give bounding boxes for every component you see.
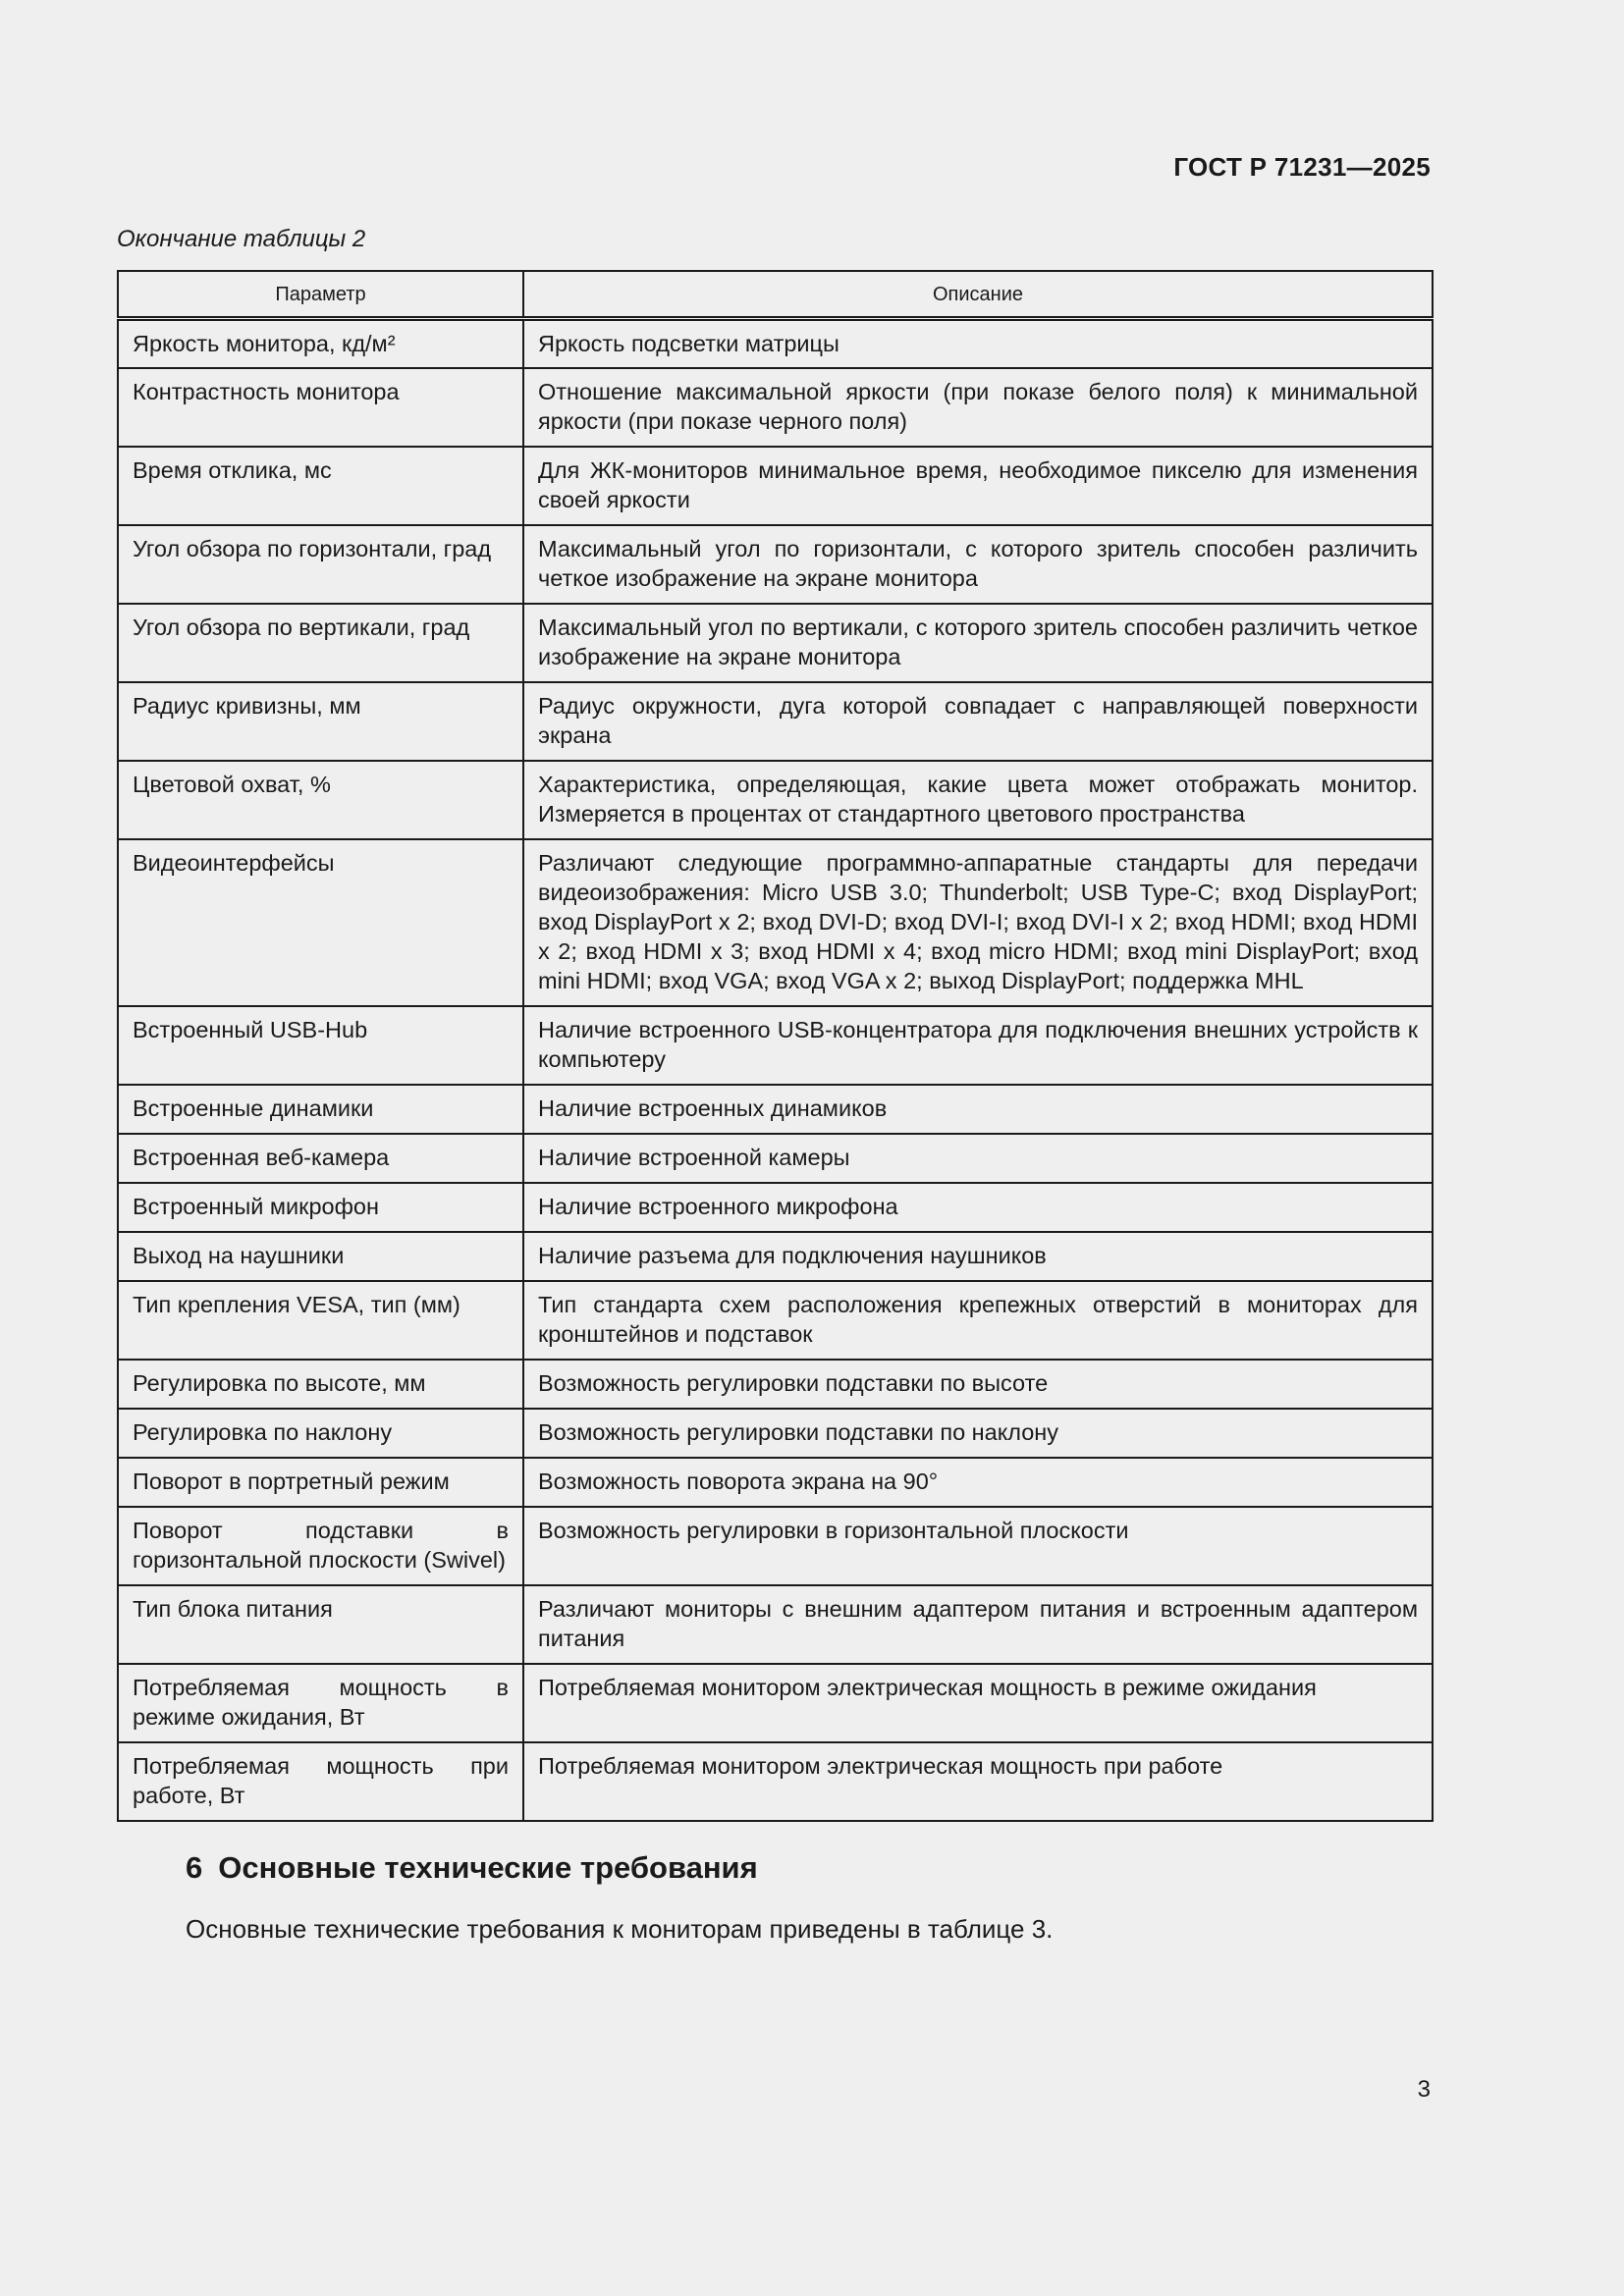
- table-row: [118, 604, 1433, 682]
- description-cell: Возможность регулировки в горизонтальной плоскости: [523, 1507, 1433, 1585]
- section-heading: [186, 1850, 758, 1886]
- table-caption: Окончание таблицы 2: [117, 226, 366, 252]
- description-cell: Наличие разъема для подключения наушников: [523, 1232, 1433, 1281]
- description-cell: Потребляемая монитором электрическая мощность при работе: [523, 1742, 1433, 1821]
- table-row: [118, 682, 1433, 761]
- parameter-cell: Регулировка по наклону: [118, 1409, 523, 1458]
- description-cell: Возможность регулировки подставки по высоте: [523, 1360, 1433, 1409]
- description-cell: Наличие встроенных динамиков: [523, 1085, 1433, 1134]
- description-cell: Отношение максимальной яркости (при показе белого поля) к минимальной яркости (при показе черного поля): [523, 368, 1433, 447]
- document-code: ГОСТ Р 71231—2025: [1173, 152, 1431, 182]
- description-cell: Различают мониторы с внешним адаптером питания и встроенным адаптером питания: [523, 1585, 1433, 1664]
- description-cell: Характеристика, определяющая, какие цвета может отображать монитор. Измеряется в процентах от стандартного цветового пространства: [523, 761, 1433, 839]
- table-row: [118, 525, 1433, 604]
- column-header-parameter: Параметр: [118, 271, 523, 319]
- description-cell: Максимальный угол по вертикали, с которого зритель способен различить четкое изображение на экране монитора: [523, 604, 1433, 682]
- description-cell: Наличие встроенного USB-концентратора для подключения внешних устройств к компьютеру: [523, 1006, 1433, 1085]
- parameters-table: [117, 270, 1434, 1822]
- description-cell: Для ЖК-мониторов минимальное время, необходимое пикселю для изменения своей яркости: [523, 447, 1433, 525]
- table-row: [118, 1360, 1433, 1409]
- table-row: [118, 1742, 1433, 1821]
- description-cell: Наличие встроенного микрофона: [523, 1183, 1433, 1232]
- parameter-cell: Яркость монитора, кд/м²: [118, 319, 523, 368]
- table-row: [118, 1085, 1433, 1134]
- description-cell: Потребляемая монитором электрическая мощность в режиме ожидания: [523, 1664, 1433, 1742]
- table-row: [118, 761, 1433, 839]
- parameter-cell: Тип крепления VESA, тип (мм): [118, 1281, 523, 1360]
- section-number: 6: [186, 1850, 203, 1885]
- parameter-cell: Угол обзора по вертикали, град: [118, 604, 523, 682]
- table-row: [118, 1281, 1433, 1360]
- table-row: [118, 447, 1433, 525]
- table-row: [118, 839, 1433, 1006]
- table-row: [118, 1183, 1433, 1232]
- table-row: [118, 1458, 1433, 1507]
- table-row: [118, 1409, 1433, 1458]
- table-row: [118, 1664, 1433, 1742]
- table-row: [118, 1134, 1433, 1183]
- table-header-row: [118, 271, 1433, 319]
- parameter-cell: Тип блока питания: [118, 1585, 523, 1664]
- parameter-cell: Потребляемая мощность при работе, Вт: [118, 1742, 523, 1821]
- parameter-cell: Встроенные динамики: [118, 1085, 523, 1134]
- parameter-cell: Регулировка по высоте, мм: [118, 1360, 523, 1409]
- parameter-cell: Видеоинтерфейсы: [118, 839, 523, 1006]
- description-cell: Наличие встроенной камеры: [523, 1134, 1433, 1183]
- parameter-cell: Встроенная веб-камера: [118, 1134, 523, 1183]
- table-row: [118, 1507, 1433, 1585]
- description-cell: Возможность поворота экрана на 90°: [523, 1458, 1433, 1507]
- table-row: [118, 1006, 1433, 1085]
- parameter-cell: Угол обзора по горизонтали, град: [118, 525, 523, 604]
- table-row: [118, 1232, 1433, 1281]
- parameter-cell: Выход на наушники: [118, 1232, 523, 1281]
- section-paragraph: Основные технические требования к мониторам приведены в таблице 3.: [186, 1914, 1054, 1944]
- section-title: Основные технические требования: [218, 1850, 758, 1885]
- description-cell: Радиус окружности, дуга которой совпадает с направляющей поверхности экрана: [523, 682, 1433, 761]
- description-cell: Различают следующие программно-аппаратные стандарты для передачи видеоизображения: Micro USB 3.0; Thunderbolt; USB Type-C; вход DisplayPort; вход DisplayPort x 2; вход DVI-D; вход DVI-I; вход DVI-I x 2; вход HDMI; вход HDMI x 2; вход HDMI x 3; вход HDMI x 4; вход micro HDMI; вход mini DisplayPort; вход mini HDMI; вход VGA; вход VGA x 2; выход DisplayPort; поддержка MHL: [523, 839, 1433, 1006]
- parameter-cell: Контрастность монитора: [118, 368, 523, 447]
- parameter-cell: Радиус кривизны, мм: [118, 682, 523, 761]
- parameter-cell: Потребляемая мощность в режиме ожидания, Вт: [118, 1664, 523, 1742]
- table-row: [118, 1585, 1433, 1664]
- page-number: 3: [1417, 2076, 1431, 2103]
- table-row: [118, 319, 1433, 368]
- table-row: [118, 368, 1433, 447]
- parameter-cell: Время отклика, мс: [118, 447, 523, 525]
- parameter-cell: Цветовой охват, %: [118, 761, 523, 839]
- description-cell: Максимальный угол по горизонтали, с которого зритель способен различить четкое изображение на экране монитора: [523, 525, 1433, 604]
- parameter-cell: Поворот в портретный режим: [118, 1458, 523, 1507]
- parameter-cell: Встроенный USB-Hub: [118, 1006, 523, 1085]
- column-header-description: Описание: [523, 271, 1433, 319]
- description-cell: Тип стандарта схем расположения крепежных отверстий в мониторах для кронштейнов и подставок: [523, 1281, 1433, 1360]
- description-cell: Возможность регулировки подставки по наклону: [523, 1409, 1433, 1458]
- parameter-cell: Встроенный микрофон: [118, 1183, 523, 1232]
- parameter-cell: Поворот подставки в горизонтальной плоскости (Swivel): [118, 1507, 523, 1585]
- description-cell: Яркость подсветки матрицы: [523, 319, 1433, 368]
